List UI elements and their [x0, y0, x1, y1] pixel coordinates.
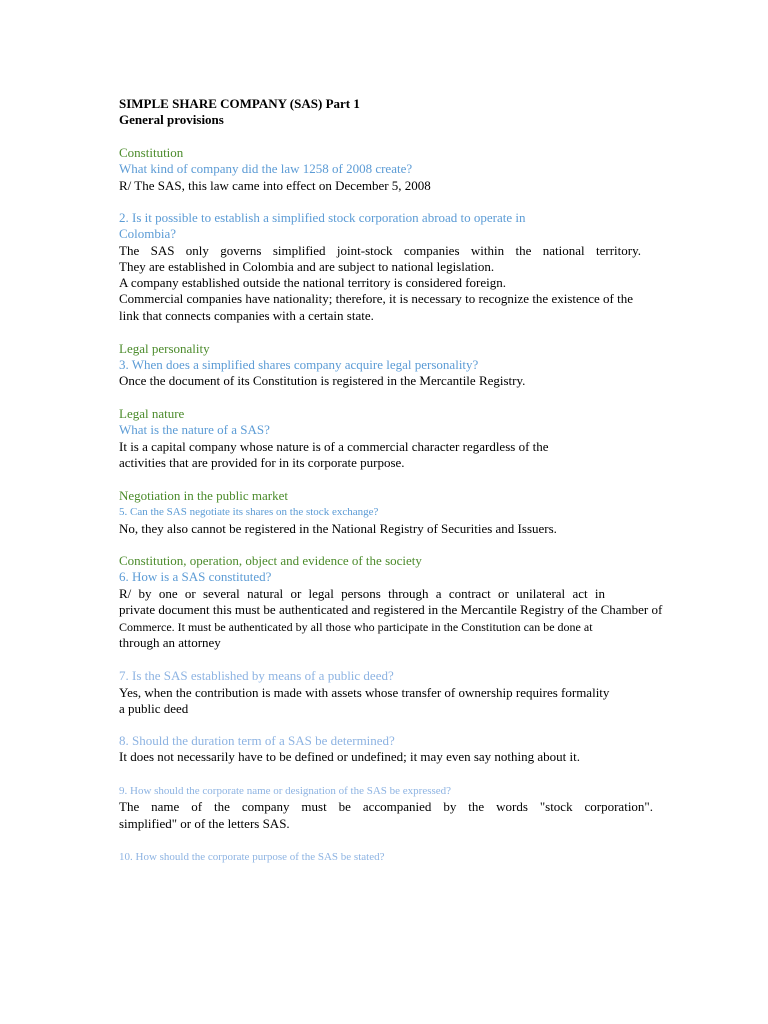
document-title: SIMPLE SHARE COMPANY (SAS) Part 1 — [119, 96, 360, 111]
answer-7-line-1: Yes, when the contribution is made with assets whose transfer of ownership requires formality — [119, 685, 610, 700]
answer-2-line-5: link that connects companies with a certain state. — [119, 308, 374, 323]
answer-9-line-2: simplified" or of the letters SAS. — [119, 816, 290, 831]
answer-9-line-1: The name of the company must be accompanied by the words "stock corporation". — [119, 799, 653, 814]
answer-2-line-1: The SAS only governs simplified joint-stock companies within the national territory. — [119, 243, 641, 258]
answer-6-line-2: private document this must be authenticated and registered in the Mercantile Registry of the Chamber of — [119, 602, 663, 617]
question-9: 9. How should the corporate name or designation of the SAS be expressed? — [119, 785, 452, 797]
answer-6-line-3: Commerce. It must be authenticated by all those who participate in the Constitution can be done at — [119, 620, 593, 634]
question-2-line-1: 2. Is it possible to establish a simplified stock corporation abroad to operate in — [119, 210, 526, 225]
question-4: What is the nature of a SAS? — [119, 422, 270, 437]
section-heading-legal-nature: Legal nature — [119, 406, 185, 421]
answer-2-line-2: They are established in Colombia and are subject to national legislation. — [119, 259, 495, 274]
answer-7-line-2: a public deed — [119, 701, 189, 716]
answer-2-line-4: Commercial companies have nationality; therefore, it is necessary to recognize the existence of the — [119, 291, 634, 306]
answer-6-line-4: through an attorney — [119, 635, 221, 650]
question-7: 7. Is the SAS established by means of a public deed? — [119, 668, 394, 683]
question-1: What kind of company did the law 1258 of 2008 create? — [119, 161, 413, 176]
question-6: 6. How is a SAS constituted? — [119, 569, 272, 584]
section-heading-legal-personality: Legal personality — [119, 341, 210, 356]
question-10: 10. How should the corporate purpose of the SAS be stated? — [119, 851, 385, 863]
answer-5-line-1: No, they also cannot be registered in the National Registry of Securities and Issuers. — [119, 521, 557, 536]
answer-2-line-3: A company established outside the national territory is considered foreign. — [119, 275, 507, 290]
section-heading-constitution: Constitution — [119, 145, 184, 160]
answer-6-line-1: R/ by one or several natural or legal persons through a contract or unilateral act in — [119, 586, 605, 601]
answer-3-line-1: Once the document of its Constitution is registered in the Mercantile Registry. — [119, 373, 526, 388]
section-heading-constitution-operation: Constitution, operation, object and evidence of the society — [119, 553, 422, 568]
answer-1-line-1: R/ The SAS, this law came into effect on December 5, 2008 — [119, 178, 431, 193]
document-subtitle: General provisions — [119, 112, 224, 127]
question-8: 8. Should the duration term of a SAS be determined? — [119, 733, 395, 748]
answer-8-line-1: It does not necessarily have to be defined or undefined; it may even say nothing about it. — [119, 749, 581, 764]
question-2-line-2: Colombia? — [119, 226, 177, 241]
answer-4-line-2: activities that are provided for in its corporate purpose. — [119, 455, 405, 470]
answer-4-line-1: It is a capital company whose nature is of a commercial character regardless of the — [119, 439, 549, 454]
question-5: 5. Can the SAS negotiate its shares on the stock exchange? — [119, 506, 379, 518]
section-heading-negotiation: Negotiation in the public market — [119, 488, 288, 503]
question-3: 3. When does a simplified shares company acquire legal personality? — [119, 357, 479, 372]
